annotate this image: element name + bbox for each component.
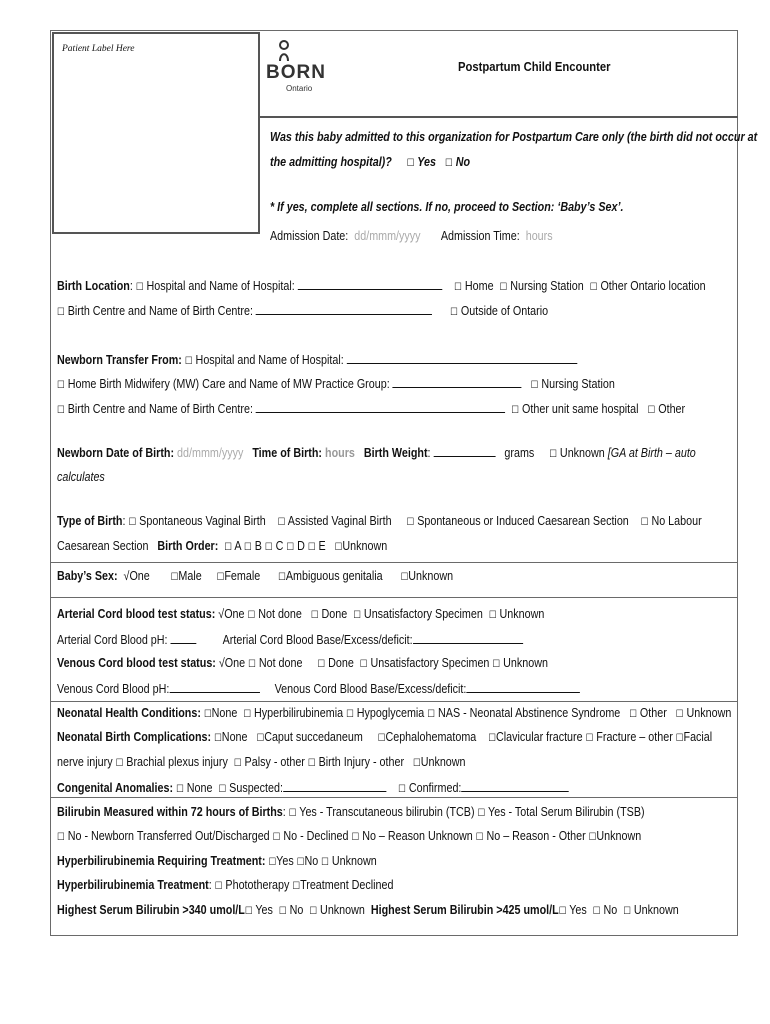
hsb340-unknown-checkbox[interactable]: ☐ [309, 906, 318, 917]
art-one-check[interactable]: √ [218, 607, 225, 621]
nc-unknown-checkbox[interactable]: ☐ [412, 758, 421, 769]
confirmed-field[interactable] [461, 780, 569, 792]
admit-question-line1: Was this baby admitted to this organization for Postpartum Care only (the birth did not occur at [270, 130, 758, 144]
req-no-checkbox[interactable]: ☐ [296, 857, 305, 868]
ca-confirmed-checkbox[interactable]: ☐ [398, 784, 406, 795]
anomalies-line: Congenital Anomalies: ☐ None ☐ Suspected: ☐ Confirmed: [57, 780, 569, 795]
tr-home-mw-checkbox[interactable]: ☐ [57, 380, 65, 391]
tr-nursing-checkbox[interactable]: ☐ [530, 380, 539, 391]
born-logo-icon [278, 40, 294, 62]
neo-comp-line2: nerve injury ☐ Brachial plexus injury ☐ Palsy - other ☐ Birth Injury - other ☐Unknown [57, 755, 466, 769]
nh-hyper-checkbox[interactable]: ☐ [243, 709, 252, 720]
tb-assisted-checkbox[interactable]: ☐ [277, 517, 286, 528]
tb-caes-checkbox[interactable]: ☐ [406, 517, 415, 528]
bl-birth-centre-checkbox[interactable]: ☐ [57, 307, 65, 318]
nh-hypo-checkbox[interactable]: ☐ [346, 709, 354, 720]
nc-facial-checkbox[interactable]: ☐ [675, 733, 684, 744]
ven-notdone-checkbox[interactable]: ☐ [248, 659, 256, 670]
bl-hospital-field[interactable] [298, 278, 442, 290]
section-divider [50, 562, 738, 563]
logo-sub: Ontario [286, 84, 313, 93]
nc-none-checkbox[interactable]: ☐ [214, 733, 222, 744]
ga-note: calculates [57, 470, 105, 484]
art-done-checkbox[interactable]: ☐ [310, 610, 319, 621]
hsb425-unknown-checkbox[interactable]: ☐ [623, 906, 631, 917]
bili-no-declined-checkbox[interactable]: ☐ [272, 832, 281, 843]
type-birth-line2: Caesarean Section Birth Order: ☐ A ☐ B ☐ C ☐ D ☐ E ☐Unknown [57, 539, 388, 553]
transfer-line1: Newborn Transfer From: ☐ Hospital and Name of Hospital: [57, 352, 577, 367]
section-divider [50, 701, 738, 702]
nc-brachial-checkbox[interactable]: ☐ [115, 758, 124, 769]
ca-suspected-checkbox[interactable]: ☐ [218, 784, 227, 795]
bl-other-ont-checkbox[interactable]: ☐ [589, 282, 598, 293]
transfer-line3: ☐ Birth Centre and Name of Birth Centre: ☐ Other unit same hospital ☐ Other [57, 402, 686, 416]
ven-unsat-checkbox[interactable]: ☐ [359, 659, 368, 670]
birth-location-line2: ☐ Birth Centre and Name of Birth Centre: ☐ Outside of Ontario [57, 304, 549, 318]
ven-cord-values-line: Venous Cord Blood pH: Venous Cord Blood Base/Excess/deficit: [57, 681, 580, 696]
bili-no-reason-other-checkbox[interactable]: ☐ [475, 832, 484, 843]
treat-declined-checkbox[interactable]: ☐ [292, 881, 301, 892]
nc-cephal-checkbox[interactable]: ☐ [377, 733, 386, 744]
order-b-checkbox[interactable]: ☐ [244, 542, 252, 553]
section-divider [50, 797, 738, 798]
art-unknown-checkbox[interactable]: ☐ [488, 610, 497, 621]
admission-time-field[interactable]: hours [525, 229, 553, 243]
req-unknown-checkbox[interactable]: ☐ [321, 857, 329, 868]
bili-unknown-checkbox[interactable]: ☐ [588, 832, 597, 843]
bili-no-reason-unknown-checkbox[interactable]: ☐ [351, 832, 360, 843]
admit-question-line2: the admitting hospital)? ☐ Yes ☐ No [270, 155, 471, 169]
patient-label-box [52, 32, 260, 234]
order-unknown-checkbox[interactable]: ☐ [334, 542, 343, 553]
neo-health-line: Neonatal Health Conditions: ☐None ☐ Hyperbilirubinemia ☐ Hypoglycemia ☐ NAS - Neonatal Abstinence Syndrome ☐ Other ☐ Unknown [57, 706, 732, 720]
sex-female-checkbox[interactable]: ☐ [216, 572, 225, 583]
art-base-field[interactable] [413, 632, 523, 644]
sex-one-check[interactable]: √ [123, 569, 130, 583]
hsb425-yes-checkbox[interactable]: ☐ [558, 906, 567, 917]
tr-birth-centre-field[interactable] [256, 401, 505, 413]
nc-palsy-checkbox[interactable]: ☐ [233, 758, 242, 769]
nh-other-checkbox[interactable]: ☐ [629, 709, 637, 720]
nc-injury-other-checkbox[interactable]: ☐ [307, 758, 316, 769]
art-cord-values-line: Arterial Cord Blood pH: Arterial Cord Blood Base/Excess/deficit: [57, 632, 523, 647]
bili-tsb-checkbox[interactable]: ☐ [477, 808, 486, 819]
bili-no-transfer-checkbox[interactable]: ☐ [57, 832, 65, 843]
ven-cord-status-line: Venous Cord blood test status: √One ☐ Not done ☐ Done ☐ Unsatisfactory Specimen ☐ Unknown [57, 656, 548, 670]
tr-other-checkbox[interactable]: ☐ [647, 405, 656, 416]
tr-other-unit-checkbox[interactable]: ☐ [511, 405, 520, 416]
bili-tcb-checkbox[interactable]: ☐ [288, 808, 297, 819]
bili-line2: ☐ No - Newborn Transferred Out/Discharged ☐ No - Declined ☐ No – Reason Unknown ☐ No – Reason - Other ☐Unknown [57, 829, 642, 843]
admit-no-checkbox[interactable]: ☐ [444, 158, 453, 169]
order-c-checkbox[interactable]: ☐ [264, 542, 273, 553]
order-a-checkbox[interactable]: ☐ [224, 542, 233, 553]
page-title: Postpartum Child Encounter [458, 60, 611, 74]
nh-unknown-checkbox[interactable]: ☐ [675, 709, 684, 720]
sex-male-checkbox[interactable]: ☐ [170, 572, 179, 583]
neo-comp-line: Neonatal Birth Complications: ☐None ☐Caput succedaneum ☐Cephalohematoma ☐Clavicular fracture ☐ Fracture – other ☐Facial [57, 730, 713, 744]
hsb340-yes-checkbox[interactable]: ☐ [244, 906, 253, 917]
order-d-checkbox[interactable]: ☐ [286, 542, 295, 553]
dob-field[interactable]: dd/mmm/yyyy [177, 446, 244, 460]
ven-done-checkbox[interactable]: ☐ [317, 659, 326, 670]
ven-one-check[interactable]: √ [218, 656, 225, 670]
nc-caput-checkbox[interactable]: ☐ [256, 733, 265, 744]
title-divider [260, 116, 738, 118]
admit-yes-checkbox[interactable]: ☐ [406, 158, 415, 169]
logo-word: BORN [266, 62, 326, 83]
type-birth-line1: Type of Birth: ☐ Spontaneous Vaginal Birth ☐ Assisted Vaginal Birth ☐ Spontaneous or Induced Caesarean Section ☐ No Labour [57, 514, 702, 528]
bili-highest-line: Highest Serum Bilirubin >340 umol/L☐ Yes ☐ No ☐ Unknown Highest Serum Bilirubin >425 umol/L☐ Yes ☐ No ☐ Unknown [57, 903, 679, 917]
bili-treat-line: Hyperbilirubinemia Treatment: ☐ Phototherapy ☐Treatment Declined [57, 878, 394, 892]
sex-unknown-checkbox[interactable]: ☐ [400, 572, 409, 583]
treat-photo-checkbox[interactable]: ☐ [214, 881, 223, 892]
ven-unknown-checkbox[interactable]: ☐ [492, 659, 501, 670]
art-notdone-checkbox[interactable]: ☐ [247, 610, 256, 621]
req-yes-checkbox[interactable]: ☐ [268, 857, 277, 868]
bili-req-line: Hyperbilirubinemia Requiring Treatment: ☐Yes ☐No ☐ Unknown [57, 854, 377, 868]
weight-unknown-checkbox[interactable]: ☐ [549, 449, 557, 460]
sex-line: Baby’s Sex: √One ☐Male ☐Female ☐Ambiguous genitalia ☐Unknown [57, 569, 454, 583]
suspected-field[interactable] [283, 780, 386, 792]
art-cord-status-line: Arterial Cord blood test status: √One ☐ Not done ☐ Done ☐ Unsatisfactory Specimen ☐ Unknown [57, 607, 545, 621]
art-unsat-checkbox[interactable]: ☐ [353, 610, 361, 621]
nh-none-checkbox[interactable]: ☐ [203, 709, 212, 720]
sex-ambig-checkbox[interactable]: ☐ [278, 572, 286, 583]
art-ph-field[interactable] [171, 632, 197, 644]
bl-hospital-checkbox[interactable]: ☐ [135, 282, 144, 293]
birth-location-line1: Birth Location: ☐ Hospital and Name of Hospital: ☐ Home ☐ Nursing Station ☐ Other Ontario location [57, 279, 706, 293]
admission-date-field[interactable]: dd/mmm/yyyy [354, 229, 421, 243]
time-of-birth-field[interactable]: hours [324, 446, 355, 460]
nc-clav-checkbox[interactable]: ☐ [488, 733, 496, 744]
nh-nas-checkbox[interactable]: ☐ [427, 709, 436, 720]
bl-birth-centre-field[interactable] [256, 303, 432, 315]
bl-nursing-checkbox[interactable]: ☐ [499, 282, 508, 293]
ven-base-field[interactable] [466, 681, 580, 693]
admission-line: Admission Date: dd/mmm/yyyy Admission Time: hours [270, 229, 553, 243]
tr-birth-centre-checkbox[interactable]: ☐ [57, 405, 65, 416]
tr-mw-field[interactable] [393, 376, 522, 388]
bili-line1: Bilirubin Measured within 72 hours of Births: ☐ Yes - Transcutaneous bilirubin (TCB) ☐ Yes - Total Serum Bilirubin (TSB) [57, 805, 645, 819]
tr-hospital-field[interactable] [347, 352, 577, 364]
hsb340-no-checkbox[interactable]: ☐ [278, 906, 287, 917]
ca-none-checkbox[interactable]: ☐ [176, 784, 184, 795]
patient-label-text: Patient Label Here [62, 44, 135, 54]
hsb425-no-checkbox[interactable]: ☐ [592, 906, 601, 917]
admit-instruction: * If yes, complete all sections. If no, proceed to Section: ‘Baby’s Sex’. [270, 200, 624, 214]
dob-line: Newborn Date of Birth: dd/mmm/yyyy Time of Birth: hours Birth Weight: grams ☐ Unknown [GA at Birth – auto [57, 446, 696, 460]
section-divider [50, 597, 738, 598]
born-logo [266, 40, 326, 96]
birth-weight-field[interactable] [434, 445, 496, 457]
nc-frac-other-checkbox[interactable]: ☐ [585, 733, 594, 744]
bl-outside-checkbox[interactable]: ☐ [450, 307, 458, 318]
tr-hospital-checkbox[interactable]: ☐ [184, 356, 193, 367]
order-e-checkbox[interactable]: ☐ [307, 542, 316, 553]
tb-spont-checkbox[interactable]: ☐ [128, 517, 137, 528]
ven-ph-field[interactable] [169, 681, 259, 693]
transfer-line2: ☐ Home Birth Midwifery (MW) Care and Name of MW Practice Group: ☐ Nursing Station [57, 377, 615, 391]
tb-nolabour-checkbox[interactable]: ☐ [640, 517, 649, 528]
bl-home-checkbox[interactable]: ☐ [454, 282, 462, 293]
